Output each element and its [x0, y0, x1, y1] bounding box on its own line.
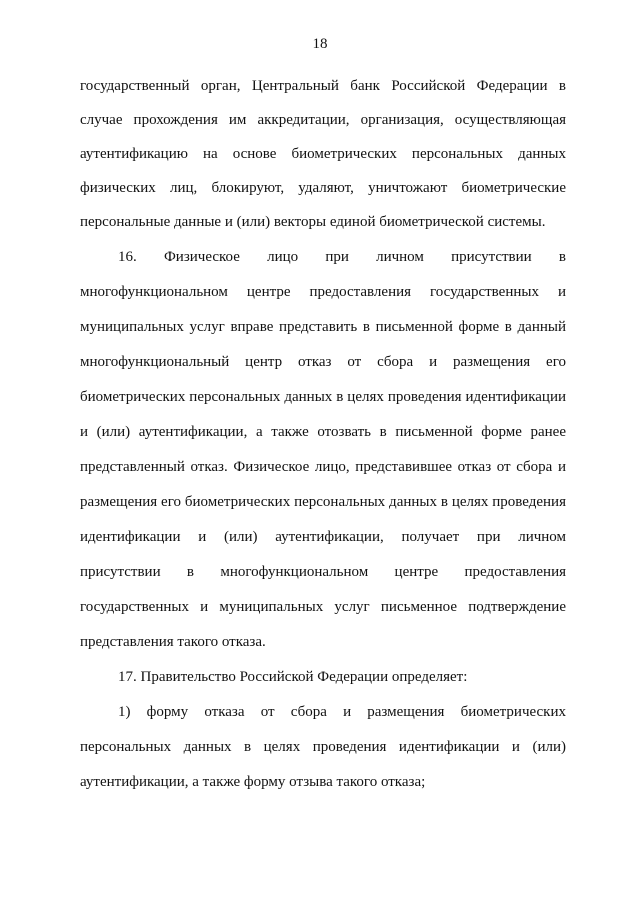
paragraph-17-heading: 17. Правительство Российской Федерации определяет: [118, 669, 468, 685]
text-line: многофункциональном центре предоставления государственных и [80, 284, 566, 300]
text-line: многофункциональный центр отказ от сбора и размещения его [80, 354, 566, 370]
text-line: физических лиц, блокируют, удаляют, уничтожают биометрические [80, 180, 566, 196]
text-line: и (или) аутентификации, а также отозвать в письменной форме ранее [80, 424, 566, 440]
text-line: персональные данные и (или) векторы единой биометрической системы. [80, 214, 546, 230]
text-line: персональных данных в целях проведения идентификации и (или) [80, 739, 566, 755]
list-item-1-first-line: 1) форму отказа от сбора и размещения биометрических [118, 704, 566, 720]
text-line: государственных и муниципальных услуг письменное подтверждение [80, 599, 566, 615]
text-line: аутентификацию на основе биометрических персональных данных [80, 146, 566, 162]
text-line: присутствии в многофункциональном центре предоставления [80, 564, 566, 580]
text-line: представления такого отказа. [80, 634, 266, 650]
text-line: идентификации и (или) аутентификации, получает при личном [80, 529, 566, 545]
text-line: государственный орган, Центральный банк Российской Федерации в [80, 78, 566, 94]
paragraph-16-first-line: 16. Физическое лицо при личном присутствии в [118, 249, 566, 265]
text-line: представленный отказ. Физическое лицо, представившее отказ от сбора и [80, 459, 566, 475]
text-line: аутентификации, а также форму отзыва такого отказа; [80, 774, 426, 790]
text-line: биометрических персональных данных в целях проведения идентификации [80, 389, 566, 405]
page-number: 18 [312, 36, 328, 52]
text-line: размещения его биометрических персональных данных в целях проведения [80, 494, 566, 510]
text-line: случае прохождения им аккредитации, организация, осуществляющая [80, 112, 566, 128]
text-line: муниципальных услуг вправе представить в письменной форме в данный [80, 319, 566, 335]
